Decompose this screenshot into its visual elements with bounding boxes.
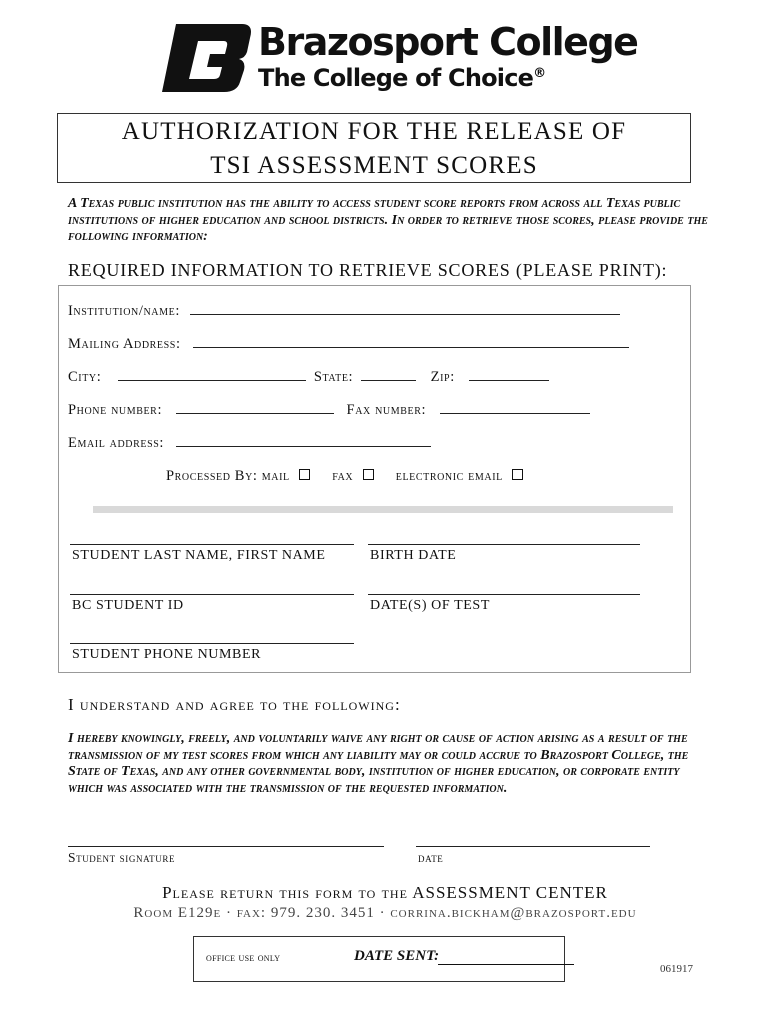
- return-contact-info: Room E129e · fax: 979. 230. 3451 · corrina.bickham@brazosport.edu: [133, 905, 637, 921]
- fax-checkbox[interactable]: [363, 469, 374, 480]
- title-line-2: TSI ASSESSMENT SCORES: [210, 152, 538, 179]
- email-label: Email address:: [68, 435, 165, 451]
- mail-checkbox[interactable]: [299, 469, 310, 480]
- bc-student-id-label: BC STUDENT ID: [72, 598, 184, 613]
- electronic-email-checkbox[interactable]: [512, 469, 523, 480]
- institution-label: Institution/name:: [68, 303, 180, 319]
- phone-field[interactable]: [176, 401, 334, 414]
- mailing-address-label: Mailing Address:: [68, 336, 181, 352]
- required-info-heading: REQUIRED INFORMATION TO RETRIEVE SCORES (PLEASE PRINT):: [68, 260, 668, 280]
- date-sent-field[interactable]: [438, 964, 574, 965]
- test-dates-field[interactable]: [368, 594, 640, 595]
- mailing-address-field[interactable]: [193, 335, 629, 348]
- zip-field[interactable]: [469, 368, 549, 381]
- mailing-address-row: [68, 335, 629, 353]
- student-name-label: STUDENT LAST NAME, FIRST NAME: [72, 548, 326, 563]
- office-use-box: [193, 936, 565, 982]
- signature-date-field[interactable]: [416, 846, 650, 847]
- processed-by-mail-label: Processed By: mail: [166, 468, 290, 484]
- institution-row: [68, 302, 620, 320]
- student-signature-label: Student signature: [68, 850, 176, 865]
- fax-label: Fax number:: [346, 402, 427, 418]
- registered-mark: ®: [533, 66, 546, 81]
- processed-by-fax-label: fax: [332, 468, 354, 484]
- agreement-heading: I understand and agree to the following:: [68, 695, 401, 714]
- signature-date-label: date: [418, 850, 444, 865]
- form-code: 061917: [660, 963, 693, 975]
- birth-date-label: BIRTH DATE: [370, 548, 457, 563]
- agreement-text: I hereby knowingly, freely, and voluntarily waive any right or cause of action arising as a result of the transmission of my test scores from which any liability may or could accrue to Brazosport College, the State of Texas, and any other governmental body, institution of higher education, or corporate entity which was associated with the transmission of the requested information.: [68, 731, 689, 796]
- city-label: City:: [68, 369, 102, 385]
- title-box: [57, 113, 691, 183]
- city-field[interactable]: [118, 368, 306, 381]
- college-name: Brazosport College: [258, 20, 638, 64]
- title-line-1: AUTHORIZATION FOR THE RELEASE OF: [121, 118, 627, 145]
- section-divider: [93, 506, 673, 513]
- birth-date-field[interactable]: [368, 544, 640, 545]
- student-name-field[interactable]: [70, 544, 354, 545]
- student-phone-label: STUDENT PHONE NUMBER: [72, 647, 262, 662]
- return-instructions: Please return this form to the ASSESSMENT CENTER: [162, 883, 608, 902]
- processed-by-row: [166, 468, 523, 485]
- state-field[interactable]: [361, 368, 416, 381]
- phone-label: Phone number:: [68, 402, 163, 418]
- bc-student-id-field[interactable]: [70, 594, 354, 595]
- phone-fax-row: [68, 401, 590, 419]
- college-tagline: The College of Choice®: [258, 64, 546, 92]
- zip-label: Zip:: [430, 369, 455, 385]
- fax-field[interactable]: [440, 401, 590, 414]
- state-label: State:: [313, 369, 354, 385]
- office-use-label: office use only: [206, 952, 281, 964]
- institution-field[interactable]: [190, 302, 620, 315]
- email-field[interactable]: [176, 434, 431, 447]
- college-logo-mark: [162, 24, 252, 92]
- email-row: [68, 434, 431, 452]
- student-phone-field[interactable]: [70, 643, 354, 644]
- processed-by-email-label: electronic email: [395, 468, 503, 484]
- intro-text: A Texas public institution has the ability to access student score reports from across all Texas public institutions of higher education and school districts. In order to retrieve those scores, please provide the following information:: [68, 196, 708, 244]
- city-state-zip-row: [68, 368, 549, 386]
- date-sent-label: DATE SENT:: [354, 948, 440, 964]
- student-signature-field[interactable]: [68, 846, 384, 847]
- test-dates-label: DATE(S) OF TEST: [370, 598, 490, 613]
